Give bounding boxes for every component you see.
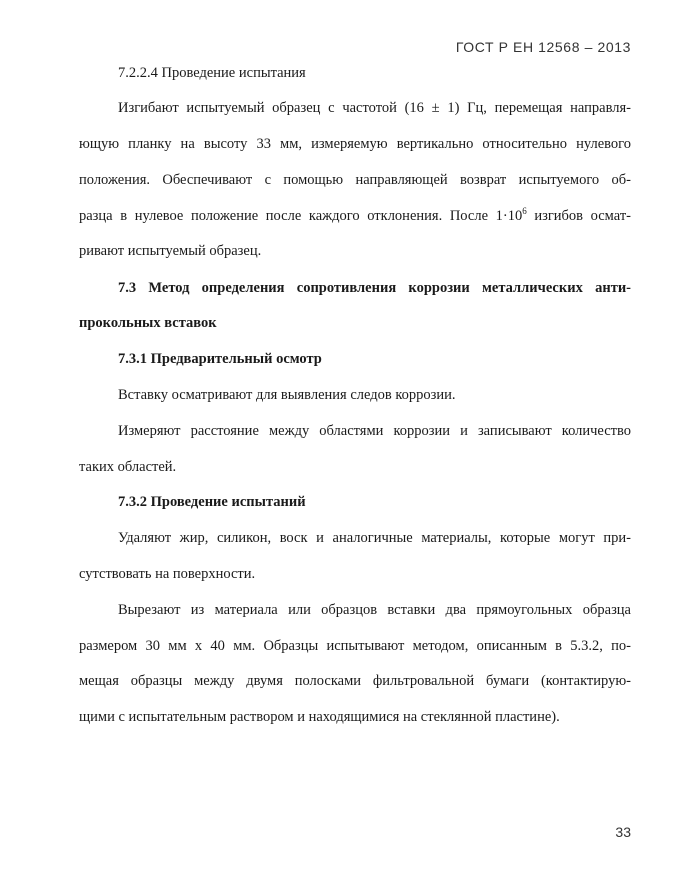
section-heading-7-3-1: 7.3.1 Предварительный осмотр [118,351,322,367]
section-heading-7-3-2: 7.3.2 Проведение испытаний [118,494,306,510]
paragraph-line: Измеряют расстояние между областями коррозии и записывают количество [118,423,631,439]
paragraph-text: изгибов осмат- [526,208,631,224]
paragraph-text: разца в нулевое положение после каждого отклонения. После 1·10 [79,208,523,224]
paragraph-line: положения. Обеспечивают с помощью направляющей возврат испытуемого об- [79,172,631,188]
page-number: 33 [615,824,631,840]
paragraph-line: щими с испытательным раствором и находящимися на стеклянной пластине). [79,709,560,725]
paragraph-line: сутствовать на поверхности. [79,566,256,582]
paragraph-line: Вырезают из материала или образцов вставки два прямоугольных образца [118,602,631,618]
exponent: 6 [522,206,527,216]
paragraph-line: Вставку осматривают для выявления следов коррозии. [118,387,456,403]
paragraph-line: размером 30 мм х 40 мм. Образцы испытывают методом, описанным в 5.3.2, по- [79,638,631,654]
document-header: ГОСТ Р ЕН 12568 – 2013 [455,39,631,55]
paragraph-line [79,206,631,226]
paragraph-line: мещая образцы между двумя полосками фильтровальной бумаги (контактирую- [79,673,631,689]
paragraph-line: Удаляют жир, силикон, воск и аналогичные материалы, которые могут при- [118,530,631,546]
section-heading-7-3: 7.3 Метод определения сопротивления коррозии металлических анти- [118,280,631,296]
section-heading-7-3-cont: прокольных вставок [79,315,217,331]
paragraph-line: таких областей. [79,459,177,475]
paragraph-line: ривают испытуемый образец. [79,243,262,259]
paragraph-line: ющую планку на высоту 33 мм, измеряемую вертикально относительно нулевого [79,136,631,152]
section-heading-7-2-2-4: 7.2.2.4 Проведение испытания [118,65,306,81]
paragraph-line: Изгибают испытуемый образец с частотой (16 ± 1) Гц, перемещая направля- [118,100,631,116]
